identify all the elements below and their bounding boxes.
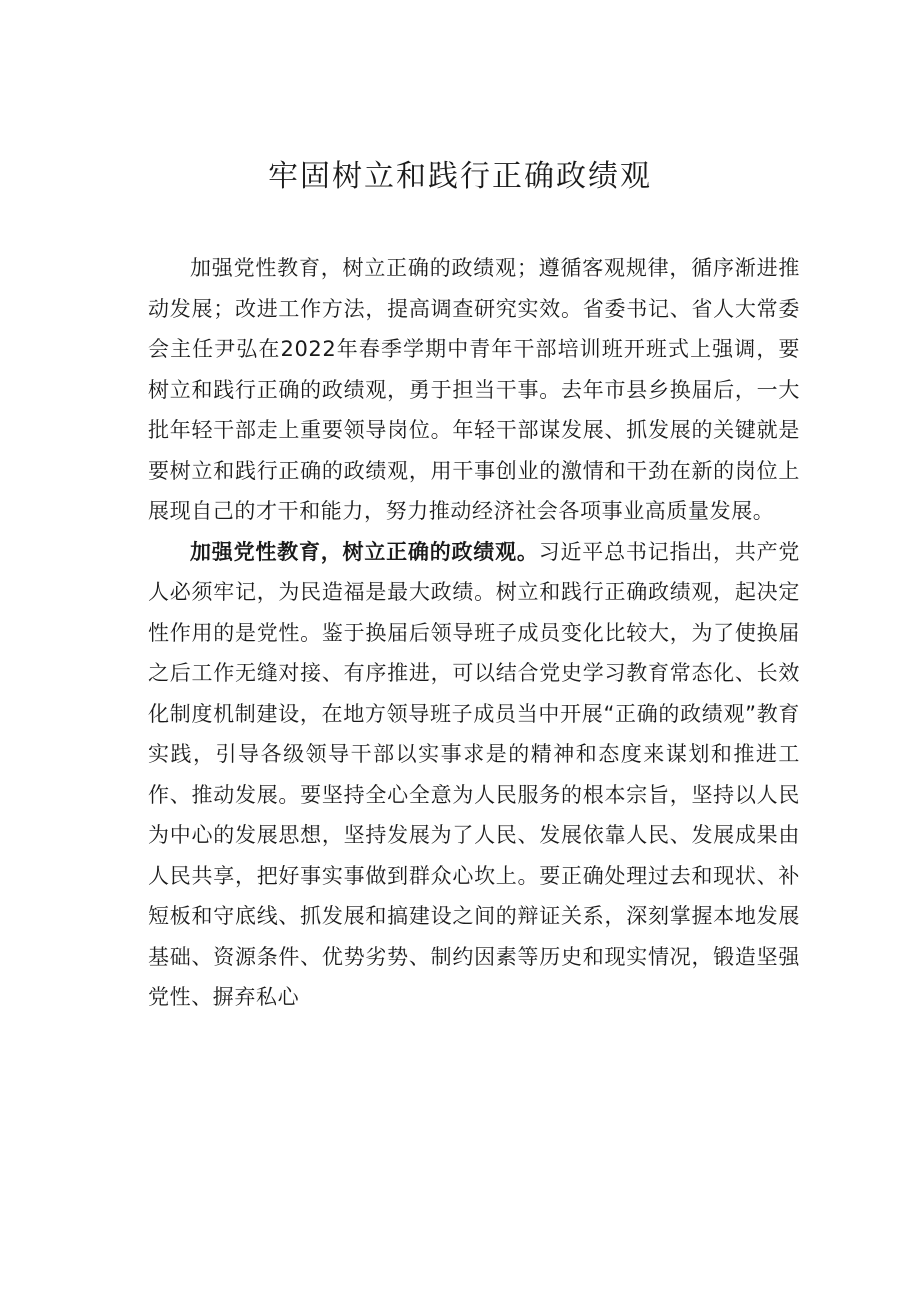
paragraph-lead-heading: 加强党性教育，树立正确的政绩观。 [190, 539, 539, 564]
paragraph-party-education-text: 习近平总书记指出，共产党人必须牢记，为民造福是最大政绩。树立和践行正确政绩观，起决定性作用的是党性。鉴于换届后领导班子成员变化比较大，为了使换届之后工作无缝对接、有序推进，可以结合党史学习教育常态化、长效化制度机制建设，在地方领导班子成员当中开展“正确的政绩观”教育实践，引导各级领导干部以实事求是的精神和态度来谋划和推进工作、推动发展。要坚持全心全意为人民服务的根本宗旨，坚持以人民为中心的发展思想，坚持发展为了人民、发展依靠人民、发展成果由人民共享，把好事实事做到群众心坎上。要正确处理过去和现状、补短板和守底线、抓发展和搞建设之间的辩证关系，深刻掌握本地发展基础、资源条件、优势劣势、制约因素等历史和现实情况，锻造坚强党性、摒弃私心 [148, 539, 800, 1009]
paragraph-intro [148, 248, 800, 532]
document-title: 牢固树立和践行正确政绩观 [268, 159, 652, 194]
paragraph-intro-text: 加强党性教育，树立正确的政绩观；遵循客观规律，循序渐进推动发展；改进工作方法，提高调查研究实效。省委书记、省人大常委会主任尹弘在2022年春季学期中青年干部培训班开班式上强调，要树立和践行正确的政绩观，勇于担当干事。去年市县乡换届后，一大批年轻干部走上重要领导岗位。年轻干部谋发展、抓发展的关键就是要树立和践行正确的政绩观，用干事创业的激情和干劲在新的岗位上展现自己的才干和能力，努力推动经济社会各项事业高质量发展。 [148, 256, 800, 523]
document-body [148, 248, 800, 1018]
paragraph-party-education [148, 532, 800, 1018]
